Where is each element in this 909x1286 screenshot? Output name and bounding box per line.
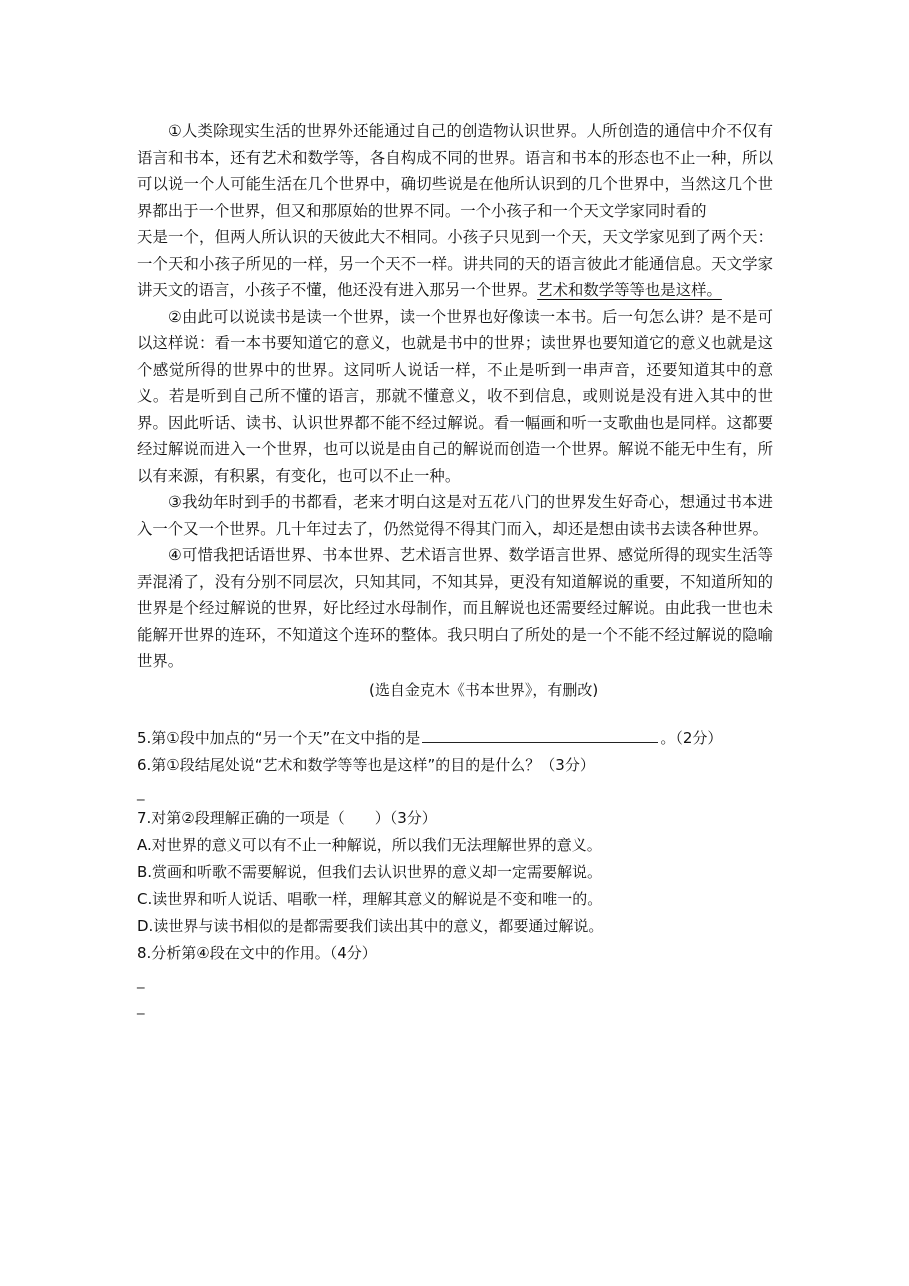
question-7-option-c: C.读世界和听人说话、唱歌一样，理解其意义的解说是不变和唯一的。 bbox=[137, 889, 603, 908]
paragraph-1-part1: ①人类除现实生活的世界外还能通过自己的创造物认识世界。人所创造的通信中介不仅有语言和书本，还有艺术和数学等，各自构成不同的世界。语言和书本的形态也不止一种，所以可以说一个人可能生活在几个世界中，确切些说是在他所认识到的几个世界中，当然这几个世界都出于一个世界，但又和那原始的世界不同。一个小孩子和一个天文学家同时看的 bbox=[137, 122, 773, 220]
question-7-option-a: A.对世界的意义可以有不止一种解说，所以我们无法理解世界的意义。 bbox=[137, 835, 602, 854]
question-section bbox=[137, 725, 773, 1019]
answer-line-q8-1[interactable]: _ bbox=[137, 970, 145, 989]
question-6: 6.第①段结尾处说“艺术和数学等等也是这样”的目的是什么？（3分） bbox=[137, 755, 595, 774]
question-8: 8.分析第④段在文中的作用。（4分） bbox=[137, 943, 377, 962]
answer-blank-q5[interactable] bbox=[422, 727, 658, 743]
source-citation: (选自金克木《书本世界》，有删改) bbox=[369, 680, 599, 699]
paragraph-3: ③我幼年时到手的书都看，老来才明白这是对五花八门的世界发生好奇心，想通过书本进入一个又一个世界。几十年过去了，仍然觉得不得其门而入，却还是想由读书去读各种世界。 bbox=[137, 493, 773, 538]
document-page bbox=[137, 118, 773, 1019]
question-5 bbox=[137, 725, 773, 752]
paragraph-1-part2: 天是一个，但两人所认识的天彼此大不相同。小孩子只见到一个天，天文学家见到了两个天：一个天和小孩子所见的一样，另一个天不一样。讲共同的天的语言彼此才能通信息。天文学家讲天文的语言，小孩子不懂，他还没有进入那另一个世界。 bbox=[137, 228, 773, 299]
answer-line-q6[interactable]: _ bbox=[137, 782, 145, 801]
paragraph-1-underlined-sentence: 艺术和数学等等也是这样。 bbox=[537, 281, 722, 299]
question-7-option-b: B.赏画和听歌不需要解说，但我们去认识世界的意义却一定需要解说。 bbox=[137, 862, 603, 881]
question-7: 7.对第②段理解正确的一项是（ ）（3分） bbox=[137, 808, 437, 827]
question-5-text: 5.第①段中加点的“另一个天”在文中指的是 bbox=[137, 728, 421, 747]
question-5-points: 。（2分） bbox=[660, 728, 723, 747]
paragraph-4: ④可惜我把话语世界、书本世界、艺术语言世界、数学语言世界、感觉所得的现实生活等弄混淆了，没有分别不同层次，只知其同，不知其异，更没有知道解说的重要，不知道所知的世界是个经过解说的世界，好比经过水母制作，而且解说也还需要经过解说。由此我一世也未能解开世界的连环，不知道这个连环的整体。我只明白了所处的是一个不能不经过解说的隐喻世界。 bbox=[137, 546, 773, 670]
question-7-option-d: D.读世界与读书相似的是都需要我们读出其中的意义，都要通过解说。 bbox=[137, 916, 604, 935]
paragraph-2: ②由此可以说读书是读一个世界，读一个世界也好像读一本书。后一句怎么讲？是不是可以这样说：看一本书要知道它的意义，也就是书中的世界；读世界也要知道它的意义也就是这个感觉所得的世界中的世界。这同听人说话一样，不止是听到一串声音，还要知道其中的意义。若是听到自己所不懂的语言，那就不懂意义，收不到信息，或则说是没有进入其中的世界。因此听话、读书、认识世界都不能不经过解说。看一幅画和听一支歌曲也是同样。这都要经过解说而进入一个世界，也可以说是由自己的解说而创造一个世界。解说不能无中生有，所以有来源，有积累，有变化，也可以不止一种。 bbox=[137, 307, 773, 485]
answer-line-q8-2[interactable]: _ bbox=[137, 996, 145, 1015]
paragraph-1 bbox=[137, 118, 773, 304]
